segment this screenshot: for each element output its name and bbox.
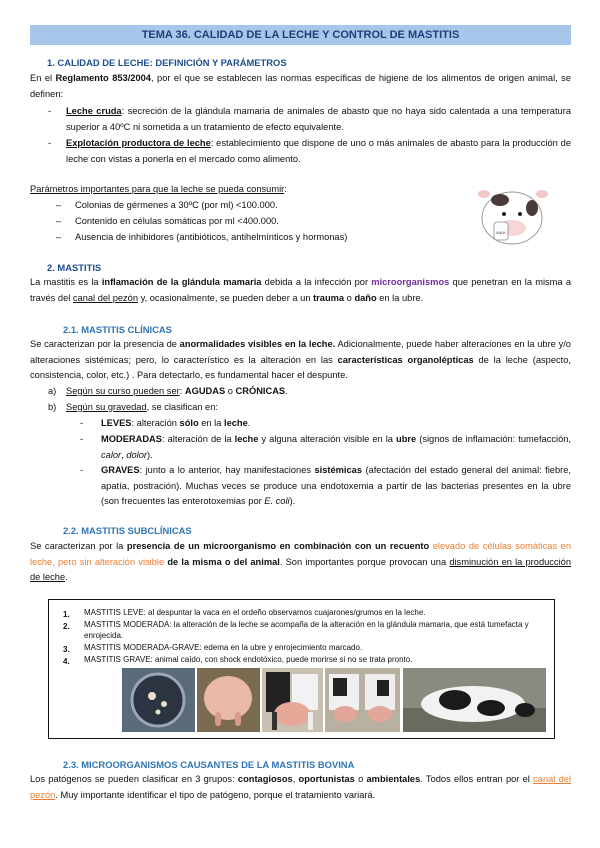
box-item-text: MASTITIS LEVE: al despuntar la vaca en el ordeño observamos cuajarones/grumos en la leche.	[84, 608, 426, 617]
page-title: TEMA 36. CALIDAD DE LA LECHE Y CONTROL DE MASTITIS	[30, 25, 571, 45]
bullet-dash: -	[80, 465, 84, 475]
bullet-dash: -	[48, 138, 52, 148]
section-2-2-heading: 2.2. MASTITIS SUBCLÍNICAS	[63, 525, 192, 536]
param-item: Contenido en células somáticas por ml <400.000.	[75, 216, 279, 226]
box-item-number: 1.	[63, 610, 70, 619]
grade-moderadas: MODERADAS: alteración de la leche y alguna alteración visible en la ubre (signos de inflamación: tumefacción, calor, dolor).	[101, 434, 572, 460]
section-2-2-text: Se caracterizan por la presencia de un microorganismo en combinación con un recuento elevado de células somáticas en leche, pero sin alteración visible de la misma o del animal. Son importantes porque provocan una disminución en la producción de leche.	[30, 541, 572, 583]
section-2-3-heading: 2.3. MICROORGANISMOS CAUSANTES DE LA MASTITIS BOVINA	[63, 759, 355, 770]
bullet-dash: –	[56, 200, 62, 210]
cow-mascot-illustration	[470, 178, 552, 248]
swollen-udder-photo	[197, 668, 260, 732]
bullet-dash: -	[80, 434, 84, 444]
section-1-heading: 1. CALIDAD DE LECHE: DEFINICIÓN Y PARÁMETROS	[47, 57, 287, 68]
milk-clots-photo	[122, 668, 195, 732]
box-item-number: 2.	[63, 622, 70, 631]
grade-leves: LEVES: alteración sólo en la leche.	[101, 418, 251, 428]
box-item-text: MASTITIS MODERADA: la alteración de la leche se acompaña de la alteración en la glándula mamaria, que está tumefacta y enrojecida.	[84, 620, 529, 640]
cows-udder-photo	[325, 668, 400, 732]
grade-graves: GRAVES: junto a lo anterior, hay manifestaciones sistémicas (afectación del estado general del animal: fiebre, apatía, postración). Muchas veces se produce una endotoxemia a partir de las bacterias presentes en la ubre (son frecuentes las enterotoxemias por E. coli).	[101, 465, 571, 507]
bullet-dash: –	[56, 232, 62, 242]
list-label-a: a)	[48, 386, 57, 396]
param-item: Ausencia de inhibidores (antibióticos, antihelmínticos y hormonas)	[75, 232, 348, 242]
box-item-number: 4.	[63, 657, 70, 666]
mascot-milk-label: MILK	[496, 230, 506, 235]
edema-udder-photo	[262, 668, 323, 732]
bullet-dash: –	[56, 216, 62, 226]
mastitis-grades-box	[48, 599, 555, 739]
section-2-1-heading: 2.1. MASTITIS CLÍNICAS	[63, 324, 172, 335]
param-item: Colonias de gérmenes a 30ºC (por ml) <100.000.	[75, 200, 278, 210]
section-2-text: La mastitis es la inflamación de la glándula mamaria debida a la infección por microorganismos que penetran en la misma a través del canal del pezón y, ocasionalmente, se pueden deber a un trauma o daño en la ubre.	[30, 277, 571, 303]
bullet-dash: -	[48, 106, 52, 116]
bullet-dash: -	[80, 418, 84, 428]
downed-cow-photo	[403, 668, 546, 732]
definition-explotacion: Explotación productora de leche: establecimiento que dispone de uno o más animales de abasto para la producción de leche con vistas a ponerla en el mercado como alimento.	[66, 138, 571, 164]
box-item-text: MASTITIS MODERADA-GRAVE: edema en la ubre y enrojecimiento marcado.	[84, 643, 363, 652]
list-label-b: b)	[48, 402, 57, 412]
box-item-text: MASTITIS GRAVE: animal caído, con shock endotóxico, puede morirse si no se trata pronto.	[84, 655, 413, 664]
box-item-number: 3.	[63, 645, 70, 654]
curso-item: Según su curso pueden ser: AGUDAS o CRÓNICAS.	[66, 386, 288, 396]
params-title: Parámetros importantes para que la leche se pueda consumir:	[30, 184, 287, 194]
gravedad-item: Según su gravedad, se clasifican en:	[66, 402, 218, 412]
section-2-1-text: Se caracterizan por la presencia de anormalidades visibles en la leche. Adicionalmente, puede haber alteraciones en la ubre y/o alteraciones sistémicas; pero, lo característico es la alteración en las características organolépticas de la leche (aspecto, consistencia, color, etc.) . Para detectarlo, es fundamental hacer el despunte.	[30, 339, 571, 381]
section-2-heading: 2. MASTITIS	[47, 262, 102, 273]
section-2-3-text: Los patógenos se pueden clasificar en 3 grupos: contagiosos, oportunistas o ambientales. Todos ellos entran por el canal del pezón. Muy importante identificar el tipo de patógeno, porque el tratamiento variará.	[30, 774, 572, 800]
section-1-intro: En el Reglamento 853/2004, por el que se establecen las normas específicas de higiene de los alimentos de origen animal, se definen:	[30, 73, 572, 99]
definition-leche-cruda: Leche cruda: secreción de la glándula mamaria de animales de abasto que no haya sido calentada a una temperatura superior a 40ºC ni sometida a un tratamiento de efecto equivalente.	[66, 106, 571, 132]
